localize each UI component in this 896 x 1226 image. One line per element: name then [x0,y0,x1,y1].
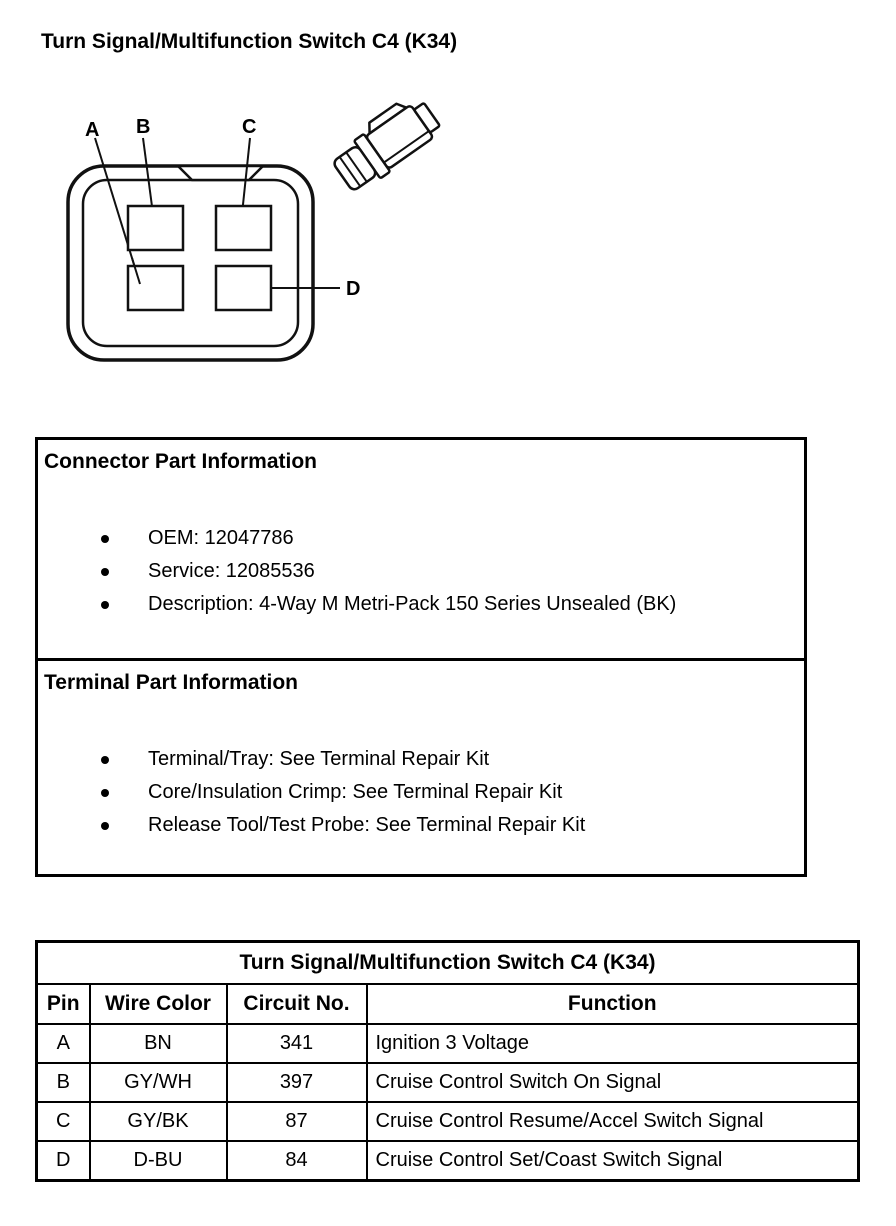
page-title: Turn Signal/Multifunction Switch C4 (K34) [41,30,458,53]
list-item: Release Tool/Test Probe: See Terminal Repair Kit [44,809,794,842]
connector-key-slot [178,166,263,180]
connector-diagram [40,88,500,398]
pin-label-a: A [85,119,100,141]
table-header-row [37,984,859,1024]
cell-circuit-no: 341 [227,1024,367,1063]
table-title-row [37,942,859,985]
connector-part-info-heading: Connector Part Information [44,450,318,473]
list-item: Terminal/Tray: See Terminal Repair Kit [44,743,794,776]
cell-circuit-no: 84 [227,1141,367,1181]
table-row [37,1024,859,1063]
cell-circuit-no: 397 [227,1063,367,1102]
part-information-panel [35,437,807,877]
list-item: OEM: 12047786 [44,522,794,555]
connector-outer-housing [68,166,313,360]
connector-part-info-list [44,522,794,621]
pin-cavity-b [128,206,183,250]
connector-part-info-section [38,440,804,658]
list-item: Description: 4-Way M Metri-Pack 150 Series Unsealed (BK) [44,588,794,621]
table-title: Turn Signal/Multifunction Switch C4 (K34) [37,942,859,985]
cell-wire-color: GY/BK [90,1102,227,1141]
pin-label-c: C [242,116,257,138]
cell-pin: D [37,1141,90,1181]
cell-pin: C [37,1102,90,1141]
cell-function: Cruise Control Switch On Signal [367,1063,859,1102]
cell-wire-color: GY/WH [90,1063,227,1102]
cell-wire-color: D-BU [90,1141,227,1181]
terminal-part-info-list [44,743,794,842]
cell-function: Cruise Control Set/Coast Switch Signal [367,1141,859,1181]
connector-3d-view [326,91,445,196]
table-row [37,1102,859,1141]
pin-label-d: D [346,278,361,300]
table-row [37,1141,859,1181]
column-header-wire-color: Wire Color [90,984,227,1024]
cell-circuit-no: 87 [227,1102,367,1141]
column-header-pin: Pin [37,984,90,1024]
column-header-function: Function [367,984,859,1024]
pin-label-b: B [136,116,151,138]
pinout-table [35,940,860,1182]
terminal-part-info-heading: Terminal Part Information [44,671,298,694]
table-row [37,1063,859,1102]
connector-front-view [68,138,340,360]
cell-pin: B [37,1063,90,1102]
cell-function: Ignition 3 Voltage [367,1024,859,1063]
cell-function: Cruise Control Resume/Accel Switch Signal [367,1102,859,1141]
pin-cavity-d [216,266,271,310]
list-item: Core/Insulation Crimp: See Terminal Repair Kit [44,776,794,809]
cell-pin: A [37,1024,90,1063]
terminal-part-info-section [38,658,804,874]
pin-cavity-c [216,206,271,250]
list-item: Service: 12085536 [44,555,794,588]
cell-wire-color: BN [90,1024,227,1063]
column-header-circuit-no: Circuit No. [227,984,367,1024]
